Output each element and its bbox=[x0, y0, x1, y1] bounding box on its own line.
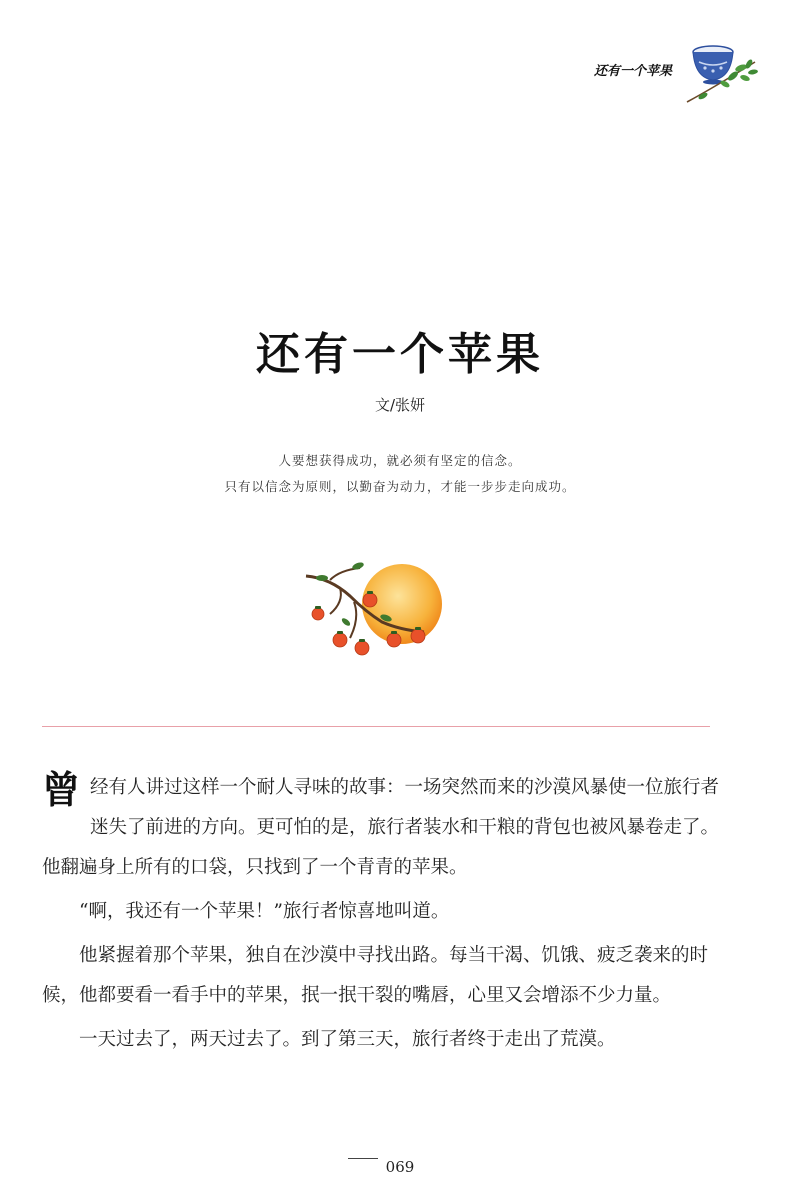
running-header-title: 还有一个苹果 bbox=[593, 64, 672, 79]
paragraph: 他紧握着那个苹果，独自在沙漠中寻找出路。每当干渴、饥饿、疲乏袭来的时候，他都要看一看手中的苹果，抿一抿干裂的嘴唇，心里又会增添不少力量。 bbox=[42, 945, 709, 1006]
article-body bbox=[42, 768, 722, 1064]
article-title: 还有一个苹果 bbox=[256, 329, 544, 380]
teacup-with-leaves-icon bbox=[683, 38, 759, 106]
paragraph: 一天过去了，两天过去了。到了第三天，旅行者终于走出了荒漠。 bbox=[79, 1029, 616, 1050]
article-author: 文/张妍 bbox=[374, 396, 426, 414]
motto-line: 只有以信念为原则，以勤奋为动力，才能一步步走向成功。 bbox=[224, 479, 576, 494]
article-motto bbox=[0, 448, 800, 500]
paragraph-text: 经有人讲过这样一个耐人寻味的故事：一场突然而来的沙漠风暴使一位旅行者迷失了前进的方向。更可怕的是，旅行者装水和干粮的背包也被风暴卷走了。他翻遍身上所有的口袋，只找到了一个青青的苹果。 bbox=[42, 777, 720, 878]
paragraph bbox=[42, 768, 722, 888]
persimmon-branch-moon-illustration bbox=[300, 556, 450, 666]
section-divider bbox=[42, 726, 710, 727]
drop-cap: 曾 bbox=[42, 767, 81, 812]
paragraph: “啊，我还有一个苹果！”旅行者惊喜地叫道。 bbox=[79, 901, 450, 922]
page-number: 069 bbox=[385, 1158, 415, 1176]
motto-line: 人要想获得成功，就必须有坚定的信念。 bbox=[278, 453, 522, 468]
